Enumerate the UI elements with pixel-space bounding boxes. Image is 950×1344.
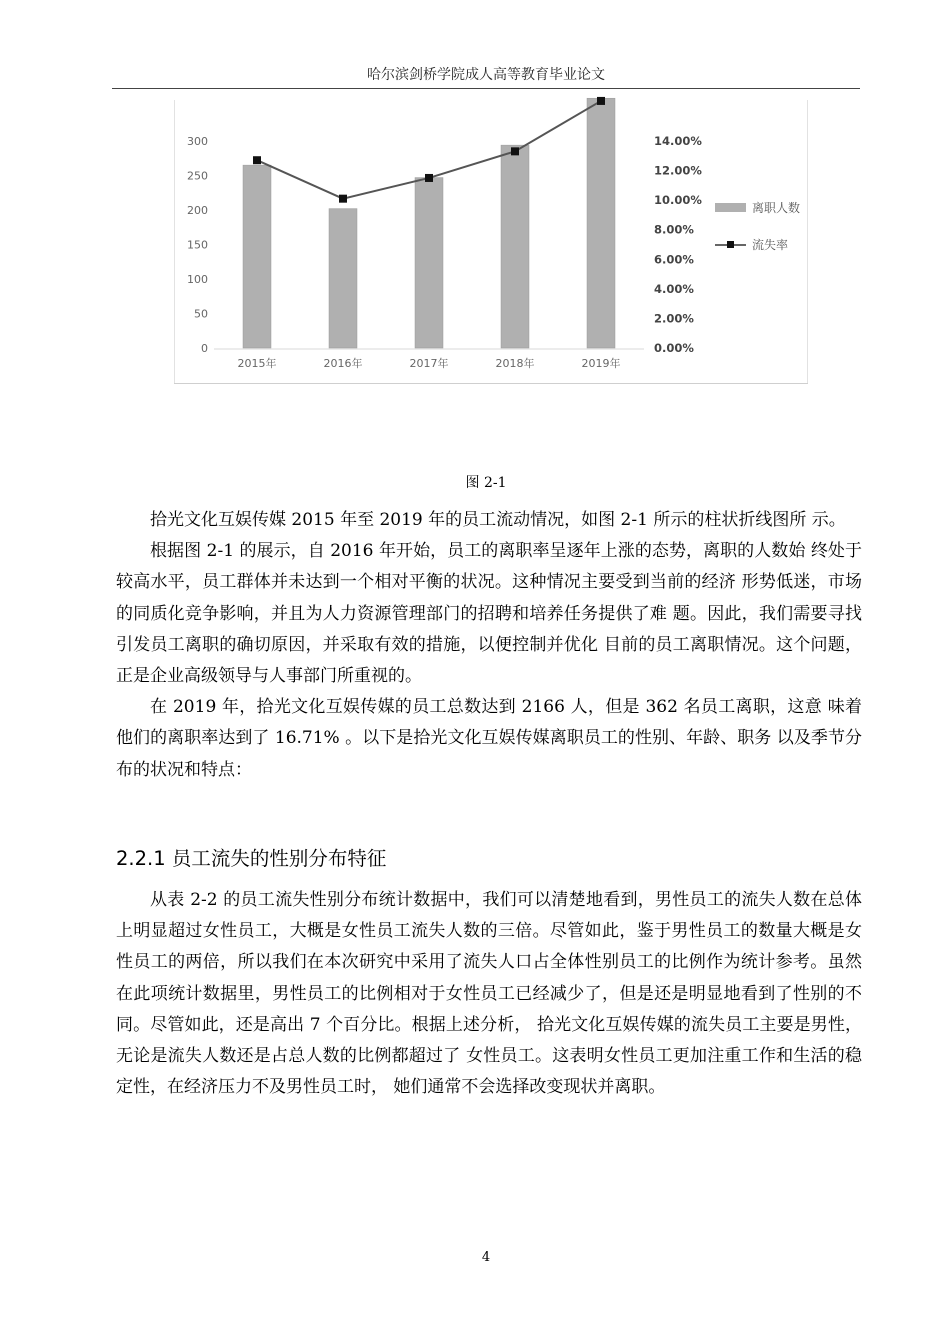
- x-tick-label: 2018年: [495, 357, 535, 370]
- y2-tick-label: 10.00%: [654, 193, 702, 208]
- running-header: 哈尔滨剑桥学院成人高等教育毕业论文: [367, 67, 605, 83]
- legend-label-bar: 离职人数: [752, 201, 801, 215]
- point-流失率-2019年: [597, 97, 605, 105]
- header-rule: [112, 88, 860, 89]
- bar-2016年: [329, 209, 357, 348]
- point-流失率-2018年: [511, 147, 519, 155]
- y-tick-label: 0: [201, 342, 208, 355]
- page-number: 4: [481, 1250, 491, 1265]
- bar-2019年: [587, 98, 615, 348]
- legend-label-line: 流失率: [752, 238, 789, 252]
- paragraph-3: 在 2019 年，拾光文化互娱传媒的员工总数达到 2166 人，但是 362 名员工离职，这意 味着他们的离职率达到了 16.71% 。以下是拾光文化互娱传媒离职员工的性别、年龄、职务 以及季节分布的状况和特点：: [116, 697, 862, 780]
- figure-2-1-chart: [174, 96, 808, 384]
- figure-caption: 图 2-1: [465, 475, 507, 491]
- figure-border-bottom: [174, 383, 808, 384]
- y-tick-label: 150: [187, 238, 208, 252]
- y-tick-label: 250: [187, 169, 208, 183]
- y-tick-label: 300: [187, 135, 208, 148]
- y-tick-label: 100: [187, 273, 208, 286]
- body-text-lower: [116, 885, 862, 1103]
- y2-tick-label: 14.00%: [654, 134, 702, 148]
- body-text-upper: [116, 505, 862, 786]
- x-tick-label: 2015年: [237, 357, 277, 370]
- point-流失率-2015年: [253, 156, 261, 164]
- x-tick-label: 2019年: [581, 357, 621, 370]
- point-流失率-2017年: [425, 174, 433, 182]
- bar-2015年: [243, 165, 271, 348]
- legend-marker: [727, 241, 734, 248]
- y2-tick-label: 8.00%: [654, 222, 694, 237]
- y-tick-label: 50: [194, 307, 208, 321]
- y-tick-label: 200: [187, 204, 208, 217]
- y2-tick-label: 12.00%: [654, 163, 702, 178]
- point-流失率-2016年: [339, 195, 347, 203]
- x-tick-label: 2017年: [409, 357, 449, 370]
- section-paragraph: 从表 2-2 的员工流失性别分布统计数据中，我们可以清楚地看到，男性员工的流失人数在总体上明显超过女性员工，大概是女性员工流失人数的三倍。尽管如此，鉴于男性员工的数量大概是女性员工的两倍，所以我们在本次研究中采用了流失人口占全体性别员工的比例作为统计参考。虽然在此项统计数据里，男性员工的比例相对于女性员工已经减少了，但是还是明显地看到了性别的不同。尽管如此，还是高出 7 个百分比。根据上述分析， 拾光文化互娱传媒的流失员工主要是男性，无论是流失人数还是占总人数的比例都超过了 女性员工。这表明女性员工更加注重工作和生活的稳定性，在经济压力不及男性员工时， 她们通常不会选择改变现状并离职。: [116, 890, 862, 1098]
- paragraph-2: 根据图 2-1 的展示，自 2016 年开始，员工的离职率呈逐年上涨的态势，离职的人数始 终处于较高水平，员工群体并未达到一个相对平衡的状况。这种情况主要受到当前的经济 形势低迷，市场的同质化竞争影响，并且为人力资源管理部门的招聘和培养任务提供了难 题。因此，我们需要寻找引发员工离职的确切原因，并采取有效的措施，以便控制并优化 目前的员工离职情况。这个问题，正是企业高级领导与人事部门所重视的。: [116, 541, 862, 687]
- bar-2018年: [501, 145, 529, 348]
- section-heading: 2.2.1 员工流失的性别分布特征: [116, 847, 387, 870]
- paragraph-1: 拾光文化互娱传媒 2015 年至 2019 年的员工流动情况，如图 2-1 所示的柱状折线图所 示。: [150, 510, 846, 530]
- x-tick-label: 2016年: [323, 357, 363, 370]
- legend-swatch-bar: [715, 203, 746, 212]
- bar-2017年: [415, 178, 443, 348]
- y2-tick-label: 2.00%: [654, 311, 694, 326]
- y2-tick-label: 6.00%: [654, 252, 694, 267]
- combo-bar-line-chart: [174, 96, 808, 384]
- y2-tick-label: 0.00%: [654, 341, 694, 355]
- y2-tick-label: 4.00%: [654, 281, 694, 296]
